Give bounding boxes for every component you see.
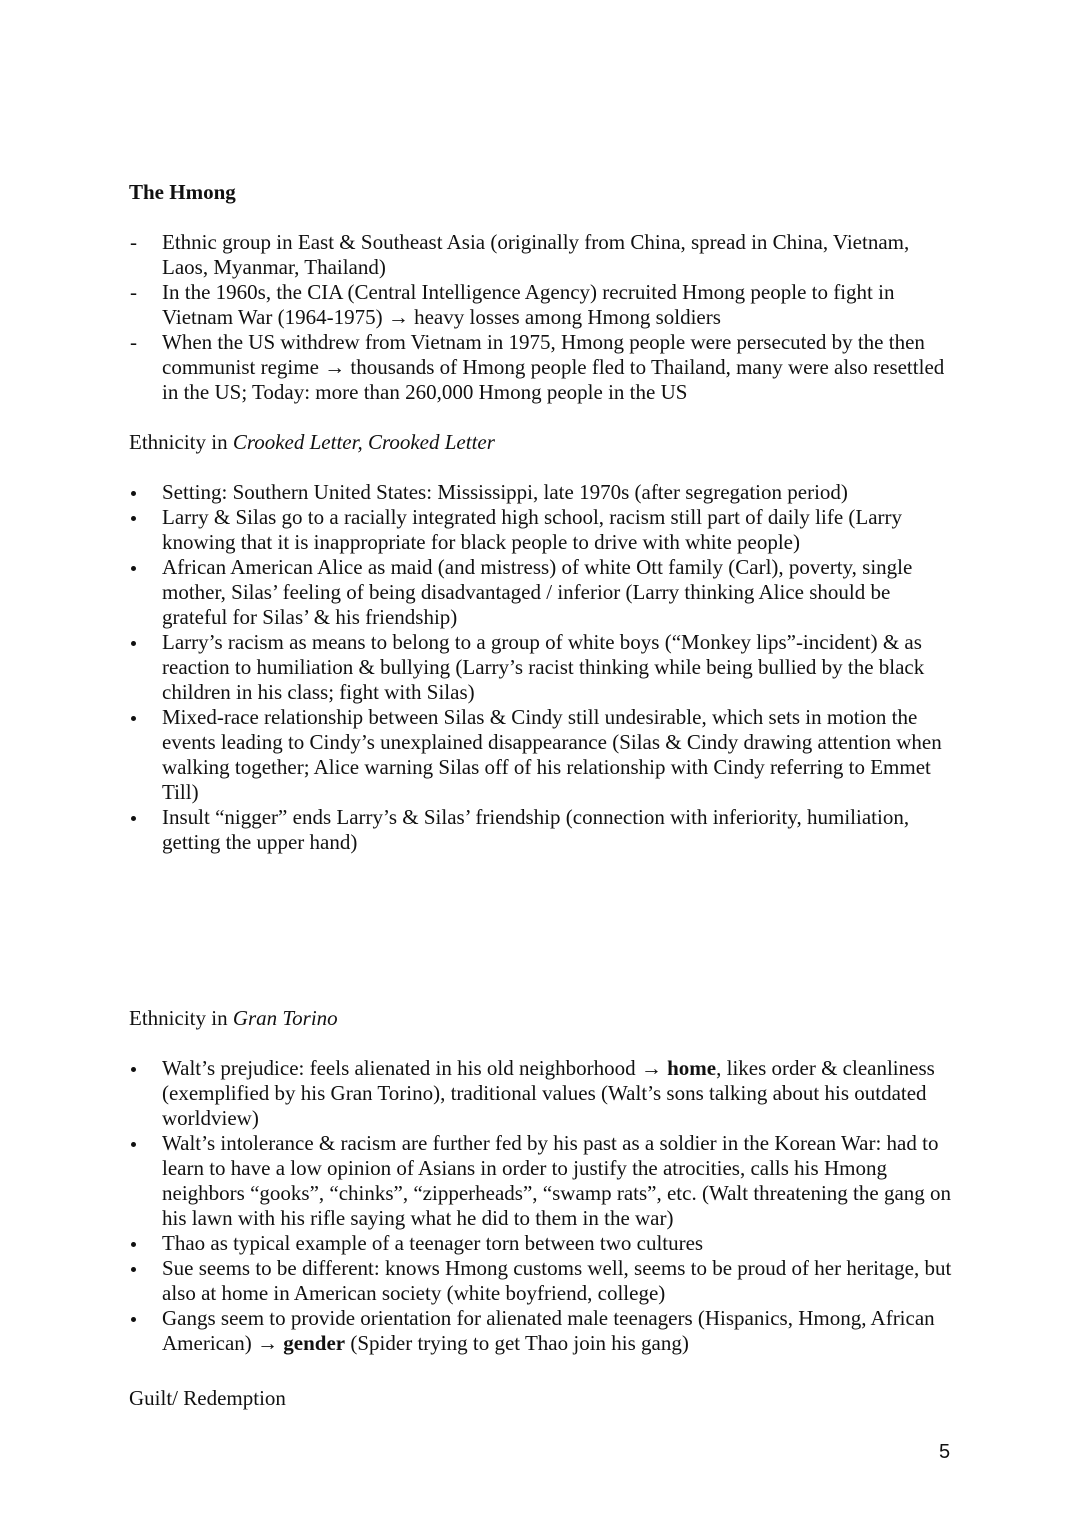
text-run: , likes order & cleanliness (exemplified by his Gran Torino), traditional values (Walt’s sons talking about his outdated worldview) — [162, 1056, 935, 1130]
bold-keyword: home — [667, 1056, 717, 1080]
list-item-text: Walt’s intolerance & racism are further fed by his past as a soldier in the Korean War: had to learn to have a low opinion of Asians in order to justify the atrocities, calls his Hmong neighbors “gooks”, “chinks”, “zipperheads”, “swamp rats”, etc. (Walt threatening the gang on his lawn with his rifle saying what he did to them in the war) — [162, 1131, 952, 1230]
list-item-text: Sue seems to be different: knows Hmong customs well, seems to be proud of her heritage, but also at home in American society (white boyfriend, college) — [162, 1256, 952, 1305]
list-item — [129, 805, 959, 855]
gran-torino-list — [129, 1056, 959, 1356]
list-item-text: Larry & Silas go to a racially integrated high school, racism still part of daily life (Larry knowing that it is inappropriate for black people to drive with white people) — [162, 505, 903, 554]
text-run: Walt’s prejudice: feels alienated in his old neighborhood → — [162, 1056, 668, 1080]
list-item-text: Thao as typical example of a teenager torn between two cultures — [162, 1231, 704, 1255]
title-prefix: Ethnicity in — [129, 430, 233, 454]
section-title-gran-torino — [129, 1006, 338, 1031]
list-item — [129, 630, 959, 705]
list-item — [129, 230, 959, 280]
work-title: Gran Torino — [232, 1006, 338, 1030]
list-item-text — [162, 1306, 935, 1355]
section-title-hmong: The Hmong — [129, 180, 236, 204]
list-item — [129, 280, 959, 330]
list-item — [129, 1231, 959, 1256]
hmong-list — [129, 230, 959, 405]
text-run: (Spider trying to get Thao join his gang) — [345, 1331, 689, 1355]
crooked-letter-list — [129, 480, 959, 855]
list-item-text: Setting: Southern United States: Mississippi, late 1970s (after segregation period) — [162, 480, 848, 504]
section-title-crooked-letter — [129, 430, 495, 455]
list-item-text: African American Alice as maid (and mistress) of white Ott family (Carl), poverty, single mother, Silas’ feeling of being disadvantaged / inferior (Larry thinking Alice should be grateful for Silas’ & his friendship) — [162, 555, 913, 629]
list-item — [129, 705, 959, 805]
list-item — [129, 1256, 959, 1306]
list-item — [129, 1056, 959, 1131]
list-item — [129, 1306, 959, 1356]
bold-keyword: gender — [283, 1331, 346, 1355]
list-item — [129, 555, 959, 630]
list-item-text: When the US withdrew from Vietnam in 1975, Hmong people were persecuted by the then communist regime → thousands of Hmong people fled to Thailand, many were also resettled in the US; Today: more than 260,000 Hmong people in the US — [162, 330, 945, 404]
section-title-guilt-redemption: Guilt/ Redemption — [129, 1386, 286, 1410]
list-item — [129, 505, 959, 555]
list-item-text: Ethnic group in East & Southeast Asia (originally from China, spread in China, Vietnam, Laos, Myanmar, Thailand) — [162, 230, 910, 279]
list-item-text: Insult “nigger” ends Larry’s & Silas’ friendship (connection with inferiority, humiliation, getting the upper hand) — [162, 805, 910, 854]
list-item — [129, 330, 959, 405]
page-number: 5 — [939, 1441, 951, 1463]
list-item — [129, 1131, 959, 1231]
list-item-text: In the 1960s, the CIA (Central Intelligence Agency) recruited Hmong people to fight in Vietnam War (1964-1975) → heavy losses among Hmong soldiers — [162, 280, 895, 329]
list-item-text: Mixed-race relationship between Silas & Cindy still undesirable, which sets in motion the events leading to Cindy’s unexplained disappearance (Silas & Cindy drawing attention when walking together; Alice warning Silas off of his relationship with Cindy referring to Emmet Till) — [162, 705, 942, 804]
list-item-text: Larry’s racism as means to belong to a group of white boys (“Monkey lips”-incident) & as reaction to humiliation & bullying (Larry’s racist thinking while being bullied by the black children in his class; fight with Silas) — [162, 630, 925, 704]
list-item-text — [162, 1056, 935, 1130]
text-run: Gangs seem to provide orientation for alienated male teenagers (Hispanics, Hmong, African American) → — [162, 1306, 935, 1355]
work-title: Crooked Letter, Crooked Letter — [232, 430, 495, 454]
title-prefix: Ethnicity in — [129, 1006, 233, 1030]
list-item — [129, 480, 959, 505]
